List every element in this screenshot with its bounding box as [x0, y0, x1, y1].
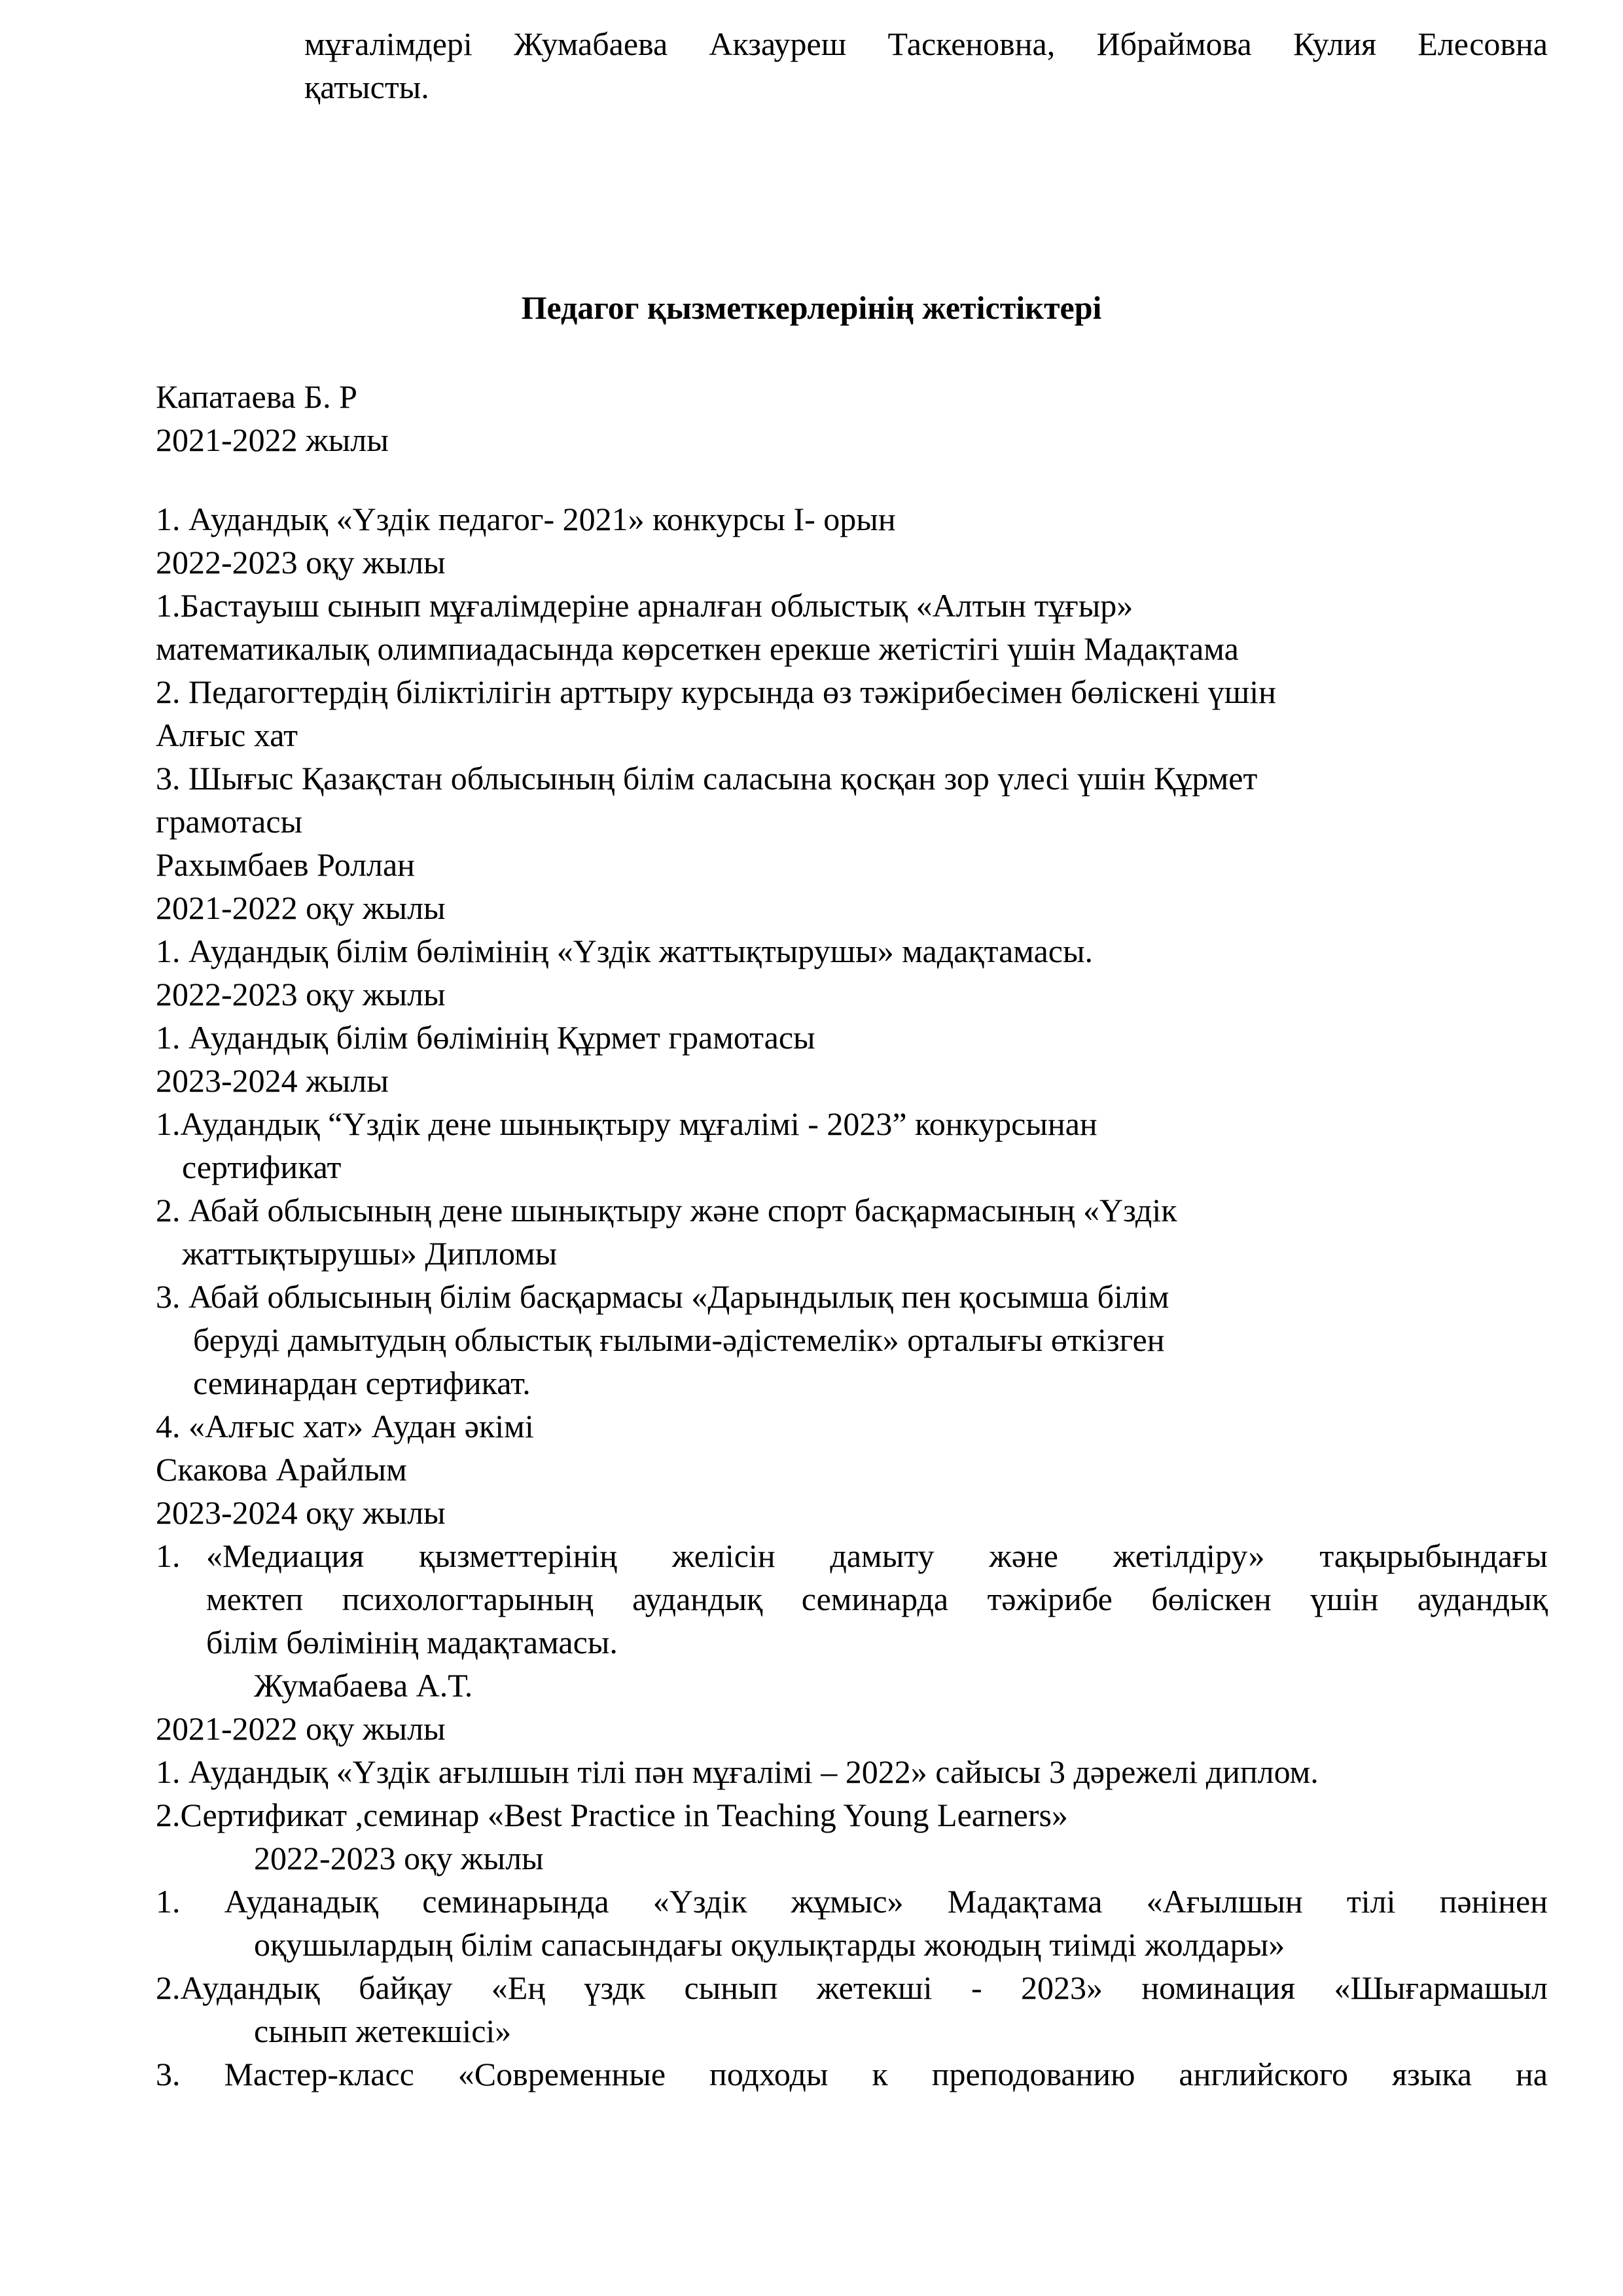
achievement-item-cont: жаттықтырушы» Дипломы: [182, 1235, 558, 1272]
year-label: 2022-2023 оқу жылы: [156, 976, 446, 1013]
teacher-name-skakova: Скакова Арайлым: [156, 1451, 407, 1488]
achievement-item: 3. Шығыс Қазақстан облысының білім саласына қосқан зор үлесі үшін Құрмет: [156, 760, 1258, 797]
year-label: 2022-2023 оқу жылы: [156, 544, 446, 581]
achievement-item: 2. Педагогтердің біліктілігін арттыру курсында өз тәжірибесімен бөліскені үшін: [156, 673, 1276, 710]
achievement-item-cont: математикалық олимпиадасында көрсеткен ерекше жетістігі үшін Мадақтама: [156, 630, 1239, 667]
achievement-item: 2. Абай облысының дене шынықтыру және спорт басқармасының «Үздік: [156, 1192, 1177, 1229]
achievement-item: «Медиация қызметтерінің желісін дамыту және жетілдіру» тақырыбындағы: [206, 1537, 1548, 1574]
year-label: 2021-2022 жылы: [156, 422, 389, 458]
intro-line-1: мұғалімдері Жумабаева Акзауреш Таскеновна, Ибраймова Кулия Елесовна: [304, 26, 1548, 62]
achievement-item: 1. Аудандық «Үздік ағылшын тілі пән мұғалімі – 2022» сайысы 3 дәрежелі диплом.: [156, 1753, 1319, 1790]
achievement-item-cont: сынып жетекшісі»: [254, 2013, 512, 2049]
achievement-item: 1. Аудандық білім бөлімінің Құрмет грамотасы: [156, 1019, 815, 1056]
year-label: 2021-2022 оқу жылы: [156, 1710, 446, 1747]
achievement-item-cont: беруді дамытудың облыстық ғылыми-әдістемелік» орталығы өткізген: [193, 1321, 1165, 1358]
list-number: 1.: [156, 1537, 181, 1574]
teacher-name-zhumabaeva: Жумабаева А.Т.: [254, 1667, 473, 1704]
teacher-name-kapataeva: Капатаева Б. Р: [156, 378, 357, 415]
year-label: 2023-2024 жылы: [156, 1062, 389, 1099]
teacher-name-rakhymbaev: Рахымбаев Роллан: [156, 846, 415, 883]
achievement-item: 2.Аудандық байқау «Ең үздк сынып жетекші - 2023» номинация «Шығармашыл: [156, 1969, 1548, 2006]
achievement-item: 1. Аудандық «Үздік педагог- 2021» конкурсы I- орын: [156, 501, 896, 537]
year-label: 2021-2022 оқу жылы: [156, 889, 446, 926]
achievement-item: 3. Абай облысының білім басқармасы «Дарындылық пен қосымша білім: [156, 1278, 1169, 1315]
achievement-item: 1. Ауданадық семинарында «Үздік жұмыс» Мадақтама «Ағылшын тілі пәнінен: [156, 1883, 1548, 1920]
achievement-item-cont: мектеп психологтарының аудандық семинарда тәжірибе бөліскен үшін аудандық: [206, 1581, 1548, 1617]
achievement-item-cont: оқушылардың білім сапасындағы оқулықтарды жоюдың тиімді жолдары»: [254, 1926, 1285, 1963]
achievement-item-cont: грамотасы: [156, 803, 303, 840]
achievement-item: 1.Бастауыш сынып мұғалімдеріне арналған облыстық «Алтын тұғыр»: [156, 587, 1133, 624]
achievement-item-cont: білім бөлімінің мадақтамасы.: [206, 1624, 618, 1660]
achievement-item-cont: сертификат: [182, 1149, 342, 1185]
year-label: 2023-2024 оқу жылы: [156, 1494, 446, 1531]
achievement-item: 2.Сертификат ,семинар «Best Practice in Teaching Young Learners»: [156, 1797, 1068, 1833]
achievement-item: 3. Мастер-класс «Современные подходы к преподованию английского языка на: [156, 2056, 1548, 2092]
section-heading: Педагог қызметкерлерінің жетістіктері: [521, 289, 1102, 326]
achievement-item: 1.Аудандық “Үздік дене шынықтыру мұғалімі - 2023” конкурсынан: [156, 1105, 1097, 1142]
achievement-item: 4. «Алғыс хат» Аудан әкімі: [156, 1408, 534, 1444]
achievement-item: 1. Аудандық білім бөлімінің «Үздік жаттықтырушы» мадақтамасы.: [156, 933, 1094, 969]
achievement-item-cont: Алғыс хат: [156, 717, 298, 753]
intro-line-2: қатысты.: [304, 69, 429, 105]
year-label: 2022-2023 оқу жылы: [254, 1840, 544, 1876]
achievement-item-cont: семинардан сертификат.: [193, 1365, 531, 1401]
